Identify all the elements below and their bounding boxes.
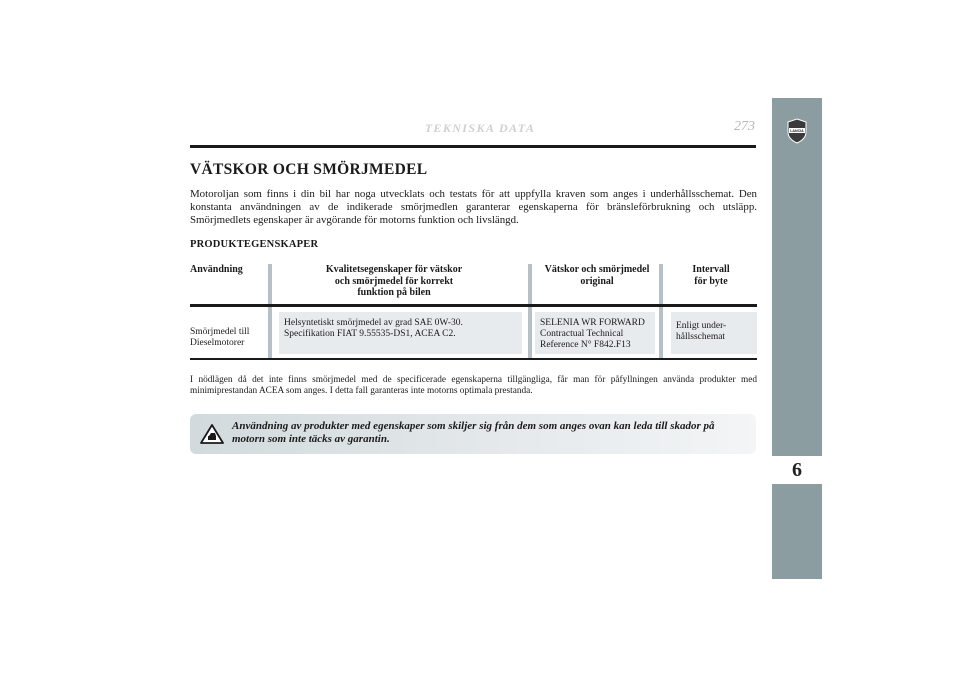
page-number: 273 [734, 119, 755, 134]
intro-paragraph: Motoroljan som finns i din bil har noga utvecklats och testats för att uppfylla kraven som anges i underhållsschemat. Den konstanta användningen av de indikerade smörjmedlen garanterar egenskaperna för bränsleförbrukning och utsläpp. Smörjmedlets egenskaper är avgörande för motorns funktion och livslängd. [190, 188, 757, 226]
side-tab-upper [772, 98, 822, 454]
page-header-title: TEKNISKA DATA [424, 121, 536, 135]
header-rule [190, 145, 756, 148]
table-rule-top [190, 304, 757, 307]
cell-line: Specifikation FIAT 9.55535-DS1, ACEA C2. [284, 329, 456, 339]
column-header-original-line: Vätskor och smörjmedel [544, 264, 650, 275]
warning-triangle-icon [200, 424, 224, 444]
chapter-number[interactable]: 6 [772, 454, 822, 486]
section-title: VÄTSKOR OCH SMÖRJMEDEL [190, 161, 428, 178]
column-separator [659, 264, 663, 358]
column-header-interval [668, 264, 754, 287]
column-header-original [532, 264, 662, 287]
column-header-use: Användning [190, 264, 243, 275]
warning-text: Användning av produkter med egenskaper som skiljer sig från dem som anges ovan kan leda till skador på motorn som inte täcks av garantin. [232, 420, 715, 445]
cell-line: Enligt under- [676, 321, 727, 331]
cell-line: Smörjmedel till [190, 327, 250, 337]
table-cell-original [535, 312, 655, 354]
column-header-interval-line: för byte [694, 275, 728, 287]
footnote: I nödlägen då det inte finns smörjmedel med de specificerade egenskaperna tillgängliga, får man för påfyllningen använda produkter med minimiprestandan ACEA som anges. I detta fall garanteras inte motorns optimala prestanda. [190, 375, 757, 396]
table-cell-use [190, 327, 265, 349]
cell-line: SELENIA WR FORWARD [540, 318, 645, 328]
column-separator [528, 264, 532, 358]
column-header-quality-line: funktion på bilen [357, 287, 431, 298]
table-rule-bottom [190, 358, 757, 360]
column-header-original-line: original [580, 275, 614, 287]
table-cell-interval [671, 312, 757, 354]
lancia-shield-icon [786, 118, 808, 144]
column-header-quality [294, 264, 494, 299]
cell-line: Reference N° F842.F13 [540, 340, 631, 350]
subsection-title: PRODUKTEGENSKAPER [190, 239, 319, 250]
column-separator [268, 264, 272, 358]
side-tab-lower [772, 486, 822, 579]
cell-line: Dieselmotorer [190, 338, 245, 348]
column-header-quality-line: Kvalitetsegenskaper för vätskor [325, 264, 463, 275]
logo-text: LANCIA [790, 129, 804, 133]
cell-line: Contractual Technical [540, 329, 624, 339]
cell-line: hållsschemat [676, 332, 726, 342]
column-header-interval-line: Intervall [692, 264, 730, 275]
column-header-quality-line: och smörjmedel för korrekt [334, 275, 454, 287]
table-cell-quality [279, 312, 522, 354]
cell-line: Helsyntetiskt smörjmedel av grad SAE 0W-30. [284, 318, 463, 328]
